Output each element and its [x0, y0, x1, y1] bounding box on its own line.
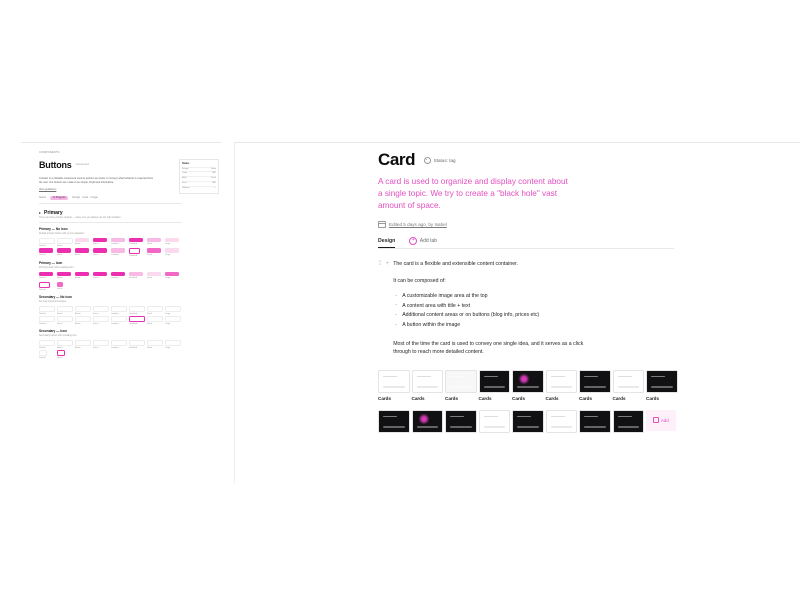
button-sample[interactable] — [147, 238, 164, 247]
button-sample[interactable] — [147, 272, 164, 281]
button-sample[interactable] — [57, 248, 74, 257]
button-sample[interactable] — [165, 272, 182, 281]
button-grid-primary-icon — [39, 272, 214, 292]
button-state-label: Small — [147, 312, 153, 315]
button-state-label: Loading — [111, 277, 119, 280]
gallery-item-label: Cards — [612, 395, 626, 401]
button-state-label: Disabled — [129, 312, 138, 315]
status-row-value: WIP — [212, 172, 216, 175]
buttons-meta-extra: Design · Code · Usage — [72, 196, 98, 200]
button-state-label: Disabled — [129, 277, 138, 280]
card-thumbnail — [546, 410, 578, 433]
button-state-label: Hover — [57, 277, 63, 280]
gallery-row-2 — [378, 410, 674, 433]
status-box-title: Status — [182, 162, 190, 165]
button-sample[interactable] — [57, 316, 74, 325]
button-sample[interactable] — [111, 272, 128, 281]
content-block — [378, 260, 678, 356]
button-state-label: Active — [75, 346, 81, 349]
gallery-item-label: Cards — [411, 395, 425, 401]
card-thumbnail — [445, 370, 477, 393]
button-state-label: Large — [165, 323, 171, 326]
button-sample[interactable] — [75, 340, 92, 349]
button-sample[interactable] — [93, 316, 110, 325]
list-item: · A button within the image — [393, 321, 591, 331]
card-thumbnail — [512, 370, 544, 393]
gallery-item[interactable] — [378, 410, 408, 433]
buttons-meta-row — [39, 196, 182, 204]
status-row-label: Docs — [182, 182, 187, 185]
button-state-label: Focus — [93, 253, 99, 256]
card-document — [378, 151, 678, 433]
buttons-page-panel — [21, 142, 221, 458]
button-state-label: Hover — [57, 323, 63, 326]
button-state-label: Large — [165, 312, 171, 315]
button-sample[interactable] — [165, 316, 182, 325]
add-block-icon[interactable]: + — [385, 260, 390, 267]
status-badge[interactable] — [424, 157, 455, 164]
button-state-label: Default — [39, 346, 46, 349]
status-badge-label: Status: tag — [433, 157, 456, 163]
button-state-label: Disabled — [129, 346, 138, 349]
button-sample[interactable] — [129, 306, 146, 315]
button-state-label: Default — [39, 253, 46, 256]
closing-paragraph: Most of the time the card is used to convey one single idea, and it serves as a click through to reach more detailed content. — [393, 340, 584, 355]
gallery-item[interactable] — [479, 410, 509, 433]
gallery-item[interactable] — [546, 410, 576, 433]
button-state-label: Hover — [57, 253, 63, 256]
button-state-label: Active — [75, 277, 81, 280]
button-sample[interactable] — [165, 238, 182, 247]
gallery-item[interactable] — [445, 410, 475, 433]
button-state-label: Active — [75, 253, 81, 256]
group-note-primary-no-icon: Default primary button with no icon attached. — [39, 232, 85, 235]
divider — [39, 222, 182, 223]
card-thumbnail — [579, 370, 611, 393]
button-state-label: Hover — [57, 244, 63, 247]
button-sample[interactable] — [147, 248, 164, 257]
button-sample[interactable] — [57, 350, 74, 359]
button-sample[interactable] — [57, 282, 74, 291]
gallery-item[interactable] — [613, 370, 643, 401]
gallery-item-label: Cards — [545, 395, 559, 401]
status-row-label: Design — [182, 167, 189, 170]
card-thumbnail — [613, 370, 645, 393]
buttons-description: A button is a clickable component used to perform an action. It conveys what behavior is expected from the user. Our buttons are made to be simple, bright and informative. — [39, 177, 154, 184]
button-sample[interactable] — [57, 272, 74, 281]
gallery-item[interactable] — [479, 370, 509, 401]
buttons-status-badge: In Progress — [50, 196, 68, 200]
group-title-primary-no-icon: Primary — No icon — [39, 227, 68, 232]
plus-icon: + — [409, 237, 417, 245]
status-box — [179, 159, 219, 194]
button-sample[interactable] — [129, 316, 146, 325]
list-item: · A customizable image area at the top — [393, 292, 591, 302]
button-sample[interactable] — [39, 272, 56, 281]
button-state-label: Small — [147, 277, 153, 280]
gallery-item[interactable] — [546, 370, 576, 401]
button-sample[interactable] — [75, 316, 92, 325]
button-state-label: Hover — [57, 312, 63, 315]
card-thumbnail — [579, 410, 611, 433]
card-thumbnail — [546, 370, 578, 393]
button-state-label: Active — [75, 323, 81, 326]
group-note-primary-icon: Primary button with a leading icon. — [39, 266, 75, 269]
button-sample[interactable] — [165, 340, 182, 349]
button-state-label: Focus — [93, 346, 99, 349]
drag-handle-icon[interactable]: ⣿ — [378, 260, 382, 267]
page-title: Card — [378, 150, 416, 169]
gallery-item-label: Cards — [579, 395, 593, 401]
list-item: · Additional content areas or on buttons (blog info, prices etc) — [393, 311, 591, 321]
button-sample[interactable] — [129, 340, 146, 349]
last-edited-label: Edited 5 days ago, by Isabel — [389, 221, 447, 227]
button-sample[interactable] — [147, 306, 164, 315]
status-row-label: Code — [182, 172, 187, 175]
button-sample[interactable] — [93, 306, 110, 315]
group-note-secondary-no-icon: For less prominent actions. — [39, 300, 67, 303]
button-sample[interactable] — [147, 316, 164, 325]
button-state-label: Large — [165, 277, 171, 280]
add-card-label: Add — [660, 417, 669, 423]
button-sample[interactable] — [57, 306, 74, 315]
button-sample[interactable] — [111, 340, 128, 349]
tab-add[interactable] — [409, 237, 437, 249]
gallery-item[interactable] — [412, 370, 442, 401]
button-sample[interactable] — [39, 282, 56, 291]
button-state-label: Default — [39, 312, 46, 315]
buttons-eyebrow: COMPONENTS — [39, 151, 60, 154]
card-thumbnail — [378, 410, 410, 433]
button-sample[interactable] — [57, 340, 74, 349]
button-sample[interactable] — [75, 248, 92, 257]
button-state-label: Hover — [57, 287, 63, 290]
calendar-icon — [378, 221, 386, 229]
button-grid-primary-no-icon — [39, 238, 214, 258]
button-sample[interactable] — [165, 248, 182, 257]
card-lede: A card is used to organize and display content about a single topic. We try to create a "black hole" vast amount of space. — [378, 176, 568, 211]
card-thumbnail — [445, 410, 477, 433]
group-title-secondary-no-icon: Secondary — No icon — [39, 295, 72, 300]
status-row-value: — — [213, 187, 216, 190]
primary-section-title: Primary — [44, 209, 63, 216]
card-title-row — [378, 151, 678, 170]
card-thumbnail — [412, 370, 444, 393]
button-state-label: Focus — [93, 243, 99, 246]
add-card-button[interactable] — [646, 410, 676, 431]
body-content — [393, 260, 591, 356]
button-sample[interactable] — [129, 248, 146, 257]
button-sample[interactable] — [39, 238, 56, 247]
button-sample[interactable] — [165, 306, 182, 315]
buttons-title: Buttons — [39, 160, 72, 170]
gallery-item-label: Cards — [378, 395, 392, 401]
add-square-icon — [653, 417, 659, 423]
button-state-label: Small — [147, 253, 153, 256]
button-state-label: Focus — [93, 277, 99, 280]
card-thumbnail — [512, 410, 544, 433]
button-state-label: Large — [165, 346, 171, 349]
button-state-label: Loading — [111, 323, 119, 326]
button-state-label: Focus — [93, 323, 99, 326]
primary-section-note: There are three primary variants — make sure you always use the right variation. — [39, 217, 122, 220]
button-sample[interactable] — [75, 272, 92, 281]
card-document-panel — [234, 142, 800, 483]
button-sample[interactable] — [39, 340, 56, 349]
button-sample[interactable] — [111, 238, 128, 247]
status-side-panel — [179, 159, 219, 194]
chevron-right-icon — [39, 212, 41, 214]
status-row-label: A11y — [182, 177, 187, 180]
status-dot-icon — [424, 157, 431, 164]
button-state-label: Large — [165, 243, 171, 246]
primary-section-header[interactable] — [39, 210, 214, 216]
tab-design[interactable]: Design — [378, 238, 395, 248]
status-row — [182, 186, 216, 191]
button-state-label: Small — [147, 323, 153, 326]
button-state-label: Loading — [111, 312, 119, 315]
cards-gallery — [378, 370, 674, 433]
gallery-row-1 — [378, 370, 674, 401]
gallery-item[interactable] — [646, 370, 676, 401]
gallery-item[interactable] — [613, 410, 643, 433]
group-note-secondary-icon: Secondary button with a leading icon. — [39, 334, 78, 337]
button-sample[interactable] — [147, 340, 164, 349]
button-sample[interactable] — [75, 238, 92, 247]
status-row-value: To do — [210, 177, 216, 180]
button-sample[interactable] — [111, 306, 128, 315]
button-sample[interactable] — [57, 238, 74, 247]
bullet-list — [393, 292, 591, 331]
gallery-item[interactable] — [445, 370, 475, 401]
button-state-label: Hover — [57, 357, 63, 360]
tab-bar — [378, 237, 674, 249]
button-state-label: Disabled — [129, 255, 138, 258]
card-thumbnail — [479, 410, 511, 433]
button-sample[interactable] — [39, 248, 56, 257]
buttons-guidelines-link[interactable]: View guidelines — [39, 187, 57, 191]
button-state-label: Small — [147, 346, 153, 349]
buttons-meta-label: Status — [39, 196, 47, 200]
button-grid-secondary-no-icon — [39, 306, 214, 326]
button-state-label: Default — [39, 277, 46, 280]
status-row-value: WIP — [212, 182, 216, 185]
group-title-secondary-icon: Secondary — Icon — [39, 329, 67, 334]
button-state-label: Focus — [93, 312, 99, 315]
last-edited-row[interactable] — [378, 221, 678, 229]
button-sample[interactable] — [93, 238, 110, 247]
button-sample[interactable] — [111, 316, 128, 325]
button-sample[interactable] — [129, 238, 146, 247]
button-sample[interactable] — [39, 316, 56, 325]
tab-add-label: Add tab — [419, 238, 438, 245]
button-state-label: Disabled — [129, 243, 138, 246]
card-thumbnail — [613, 410, 645, 433]
button-state-label: Loading — [111, 346, 119, 349]
button-sample[interactable] — [39, 350, 56, 359]
gallery-item-label: Cards — [445, 395, 459, 401]
button-sample[interactable] — [93, 248, 110, 257]
button-state-label: Active — [75, 312, 81, 315]
gallery-item-label: Cards — [512, 395, 526, 401]
button-state-label: Active — [75, 243, 81, 246]
button-sample[interactable] — [129, 272, 146, 281]
button-state-label: Hover — [57, 346, 63, 349]
button-sample[interactable] — [39, 306, 56, 315]
button-state-label: Default — [39, 244, 46, 247]
gallery-item[interactable] — [579, 410, 609, 433]
card-thumbnail — [378, 370, 410, 393]
status-row-value: Done — [211, 167, 216, 170]
button-state-label: Loading — [111, 243, 119, 246]
button-state-label: Loading — [111, 253, 119, 256]
button-sample[interactable] — [111, 248, 128, 257]
button-state-label: Disabled — [129, 323, 138, 326]
button-sample[interactable] — [93, 272, 110, 281]
buttons-title-tag: Component — [75, 163, 90, 166]
gallery-item[interactable] — [512, 410, 542, 433]
button-state-label: Default — [39, 289, 46, 292]
status-row-label: Release — [182, 187, 190, 190]
button-state-label: Small — [147, 243, 153, 246]
gallery-item[interactable] — [579, 370, 609, 401]
button-sample[interactable] — [93, 340, 110, 349]
gallery-add-item[interactable] — [646, 410, 676, 433]
button-sample[interactable] — [75, 306, 92, 315]
intro-paragraph: The card is a flexible and extensible content container. — [393, 261, 519, 268]
button-state-label: Large — [165, 253, 171, 256]
button-state-label: Default — [39, 357, 46, 360]
gallery-item[interactable] — [412, 410, 442, 433]
gallery-item[interactable] — [378, 370, 408, 401]
card-thumbnail — [646, 370, 678, 393]
list-item: · A content area with title + text — [393, 302, 591, 312]
gallery-item[interactable] — [512, 370, 542, 401]
gallery-item-label: Cards — [478, 395, 492, 401]
card-thumbnail — [479, 370, 511, 393]
button-grid-secondary-icon — [39, 340, 214, 360]
group-title-primary-icon: Primary — Icon — [39, 261, 63, 266]
button-state-label: Default — [39, 323, 46, 326]
gallery-item-label: Cards — [646, 395, 660, 401]
card-thumbnail — [412, 410, 444, 433]
composed-label: It can be composed of: — [393, 278, 446, 285]
